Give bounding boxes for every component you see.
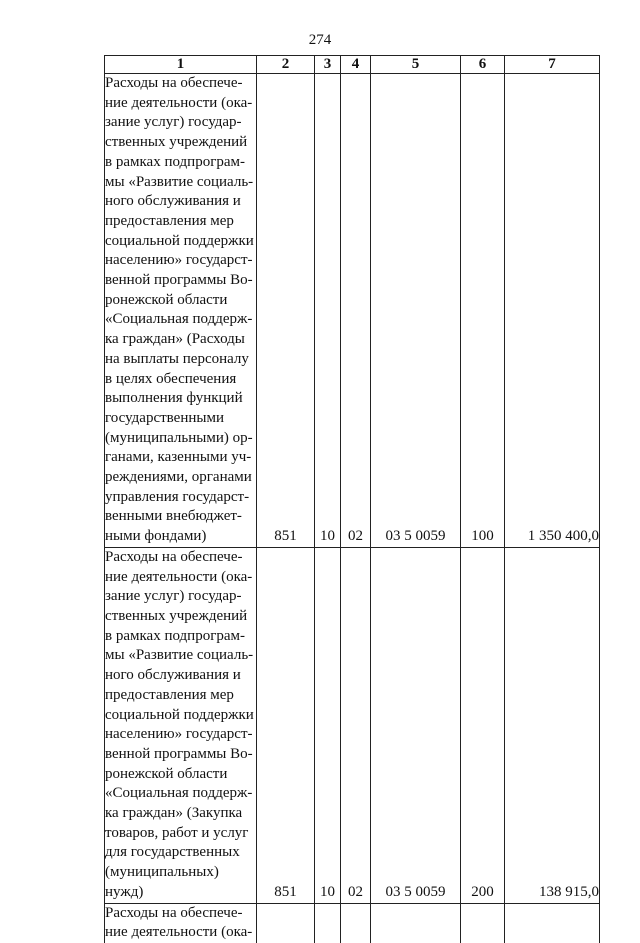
cell-ministry-code: 851: [257, 74, 315, 548]
description-line: Расходы на обеспече-: [105, 75, 243, 91]
description-line: государственными: [105, 409, 224, 426]
description-line: населению» государст-: [105, 252, 253, 269]
header-row: [105, 56, 600, 74]
table-row: [105, 547, 600, 903]
cell-expense-type: 200: [461, 547, 505, 903]
description-line: для государственных: [105, 844, 240, 861]
description-line: нужд): [105, 883, 144, 900]
cell-target-article: [371, 903, 461, 943]
description-line: ние деятельности (ока-: [105, 94, 253, 111]
cell-amount: [505, 903, 600, 943]
column-header-1: 1: [105, 56, 257, 74]
description-line: венной программы Во-: [105, 272, 253, 289]
row-description: [105, 903, 257, 943]
description-line: товаров, работ и услуг: [105, 824, 249, 841]
table-row: [105, 74, 600, 548]
description-line: выполнения функций: [105, 390, 243, 407]
cell-ministry-code: 851: [257, 547, 315, 903]
description-line: ганами, казенными уч-: [105, 449, 252, 466]
budget-table: [104, 55, 600, 943]
description-line: Расходы на обеспече-: [105, 904, 243, 921]
cell-subsection: 02: [341, 74, 371, 548]
description-line: ронежской области: [105, 765, 228, 782]
description-line: Расходы на обеспече-: [105, 548, 243, 565]
table-row: [105, 903, 600, 943]
description-line: на выплаты персоналу: [105, 350, 249, 367]
description-line: «Социальная поддерж-: [105, 311, 253, 328]
cell-subsection: [341, 903, 371, 943]
cell-amount: 1 350 400,0: [505, 74, 600, 548]
row-description: [105, 74, 257, 548]
cell-section: 10: [315, 74, 341, 548]
description-line: мы «Развитие социаль-: [105, 173, 254, 190]
description-line: ка граждан» (Расходы: [105, 331, 245, 348]
cell-target-article: 03 5 0059: [371, 74, 461, 548]
description-line: предоставления мер: [105, 212, 234, 229]
column-header-5: 5: [371, 56, 461, 74]
description-line: ка граждан» (Закупка: [105, 805, 243, 822]
column-header-2: 2: [257, 56, 315, 74]
description-line: ние деятельности (ока-: [105, 924, 253, 941]
description-line: венными внебюджет-: [105, 508, 242, 525]
description-line: в целях обеспечения: [105, 370, 237, 387]
description-line: зание услуг) государ-: [105, 588, 242, 605]
description-line: предоставления мер: [105, 686, 234, 703]
cell-expense-type: 100: [461, 74, 505, 548]
description-line: «Социальная поддерж-: [105, 785, 253, 802]
description-line: ронежской области: [105, 291, 228, 308]
cell-target-article: 03 5 0059: [371, 547, 461, 903]
description-line: в рамках подпрограм-: [105, 153, 246, 170]
column-header-7: 7: [505, 56, 600, 74]
column-header-6: 6: [461, 56, 505, 74]
description-line: (муниципальных): [105, 864, 219, 881]
description-line: венной программы Во-: [105, 745, 253, 762]
description-line: ние деятельности (ока-: [105, 568, 253, 585]
description-line: управления государст-: [105, 488, 250, 505]
description-line: ственных учреждений: [105, 134, 248, 151]
description-line: социальной поддержки: [105, 706, 254, 723]
row-description: [105, 547, 257, 903]
cell-subsection: 02: [341, 547, 371, 903]
cell-expense-type: [461, 903, 505, 943]
page-number: 274: [308, 32, 332, 48]
description-line: в рамках подпрограм-: [105, 627, 246, 644]
description-line: ного обслуживания и: [105, 193, 241, 210]
column-header-3: 3: [315, 56, 341, 74]
description-line: реждениями, органами: [105, 469, 252, 486]
description-line: ного обслуживания и: [105, 667, 241, 684]
description-line: социальной поддержки: [105, 232, 254, 249]
description-line: ными фондами): [105, 528, 207, 545]
cell-ministry-code: [257, 903, 315, 943]
description-line: мы «Развитие социаль-: [105, 647, 254, 664]
cell-section: [315, 903, 341, 943]
description-line: зание услуг) государ-: [105, 114, 242, 131]
description-line: ственных учреждений: [105, 607, 248, 624]
description-line: (муниципальными) ор-: [105, 429, 253, 446]
column-header-4: 4: [341, 56, 371, 74]
cell-amount: 138 915,0: [505, 547, 600, 903]
description-line: населению» государст-: [105, 726, 253, 743]
cell-section: 10: [315, 547, 341, 903]
